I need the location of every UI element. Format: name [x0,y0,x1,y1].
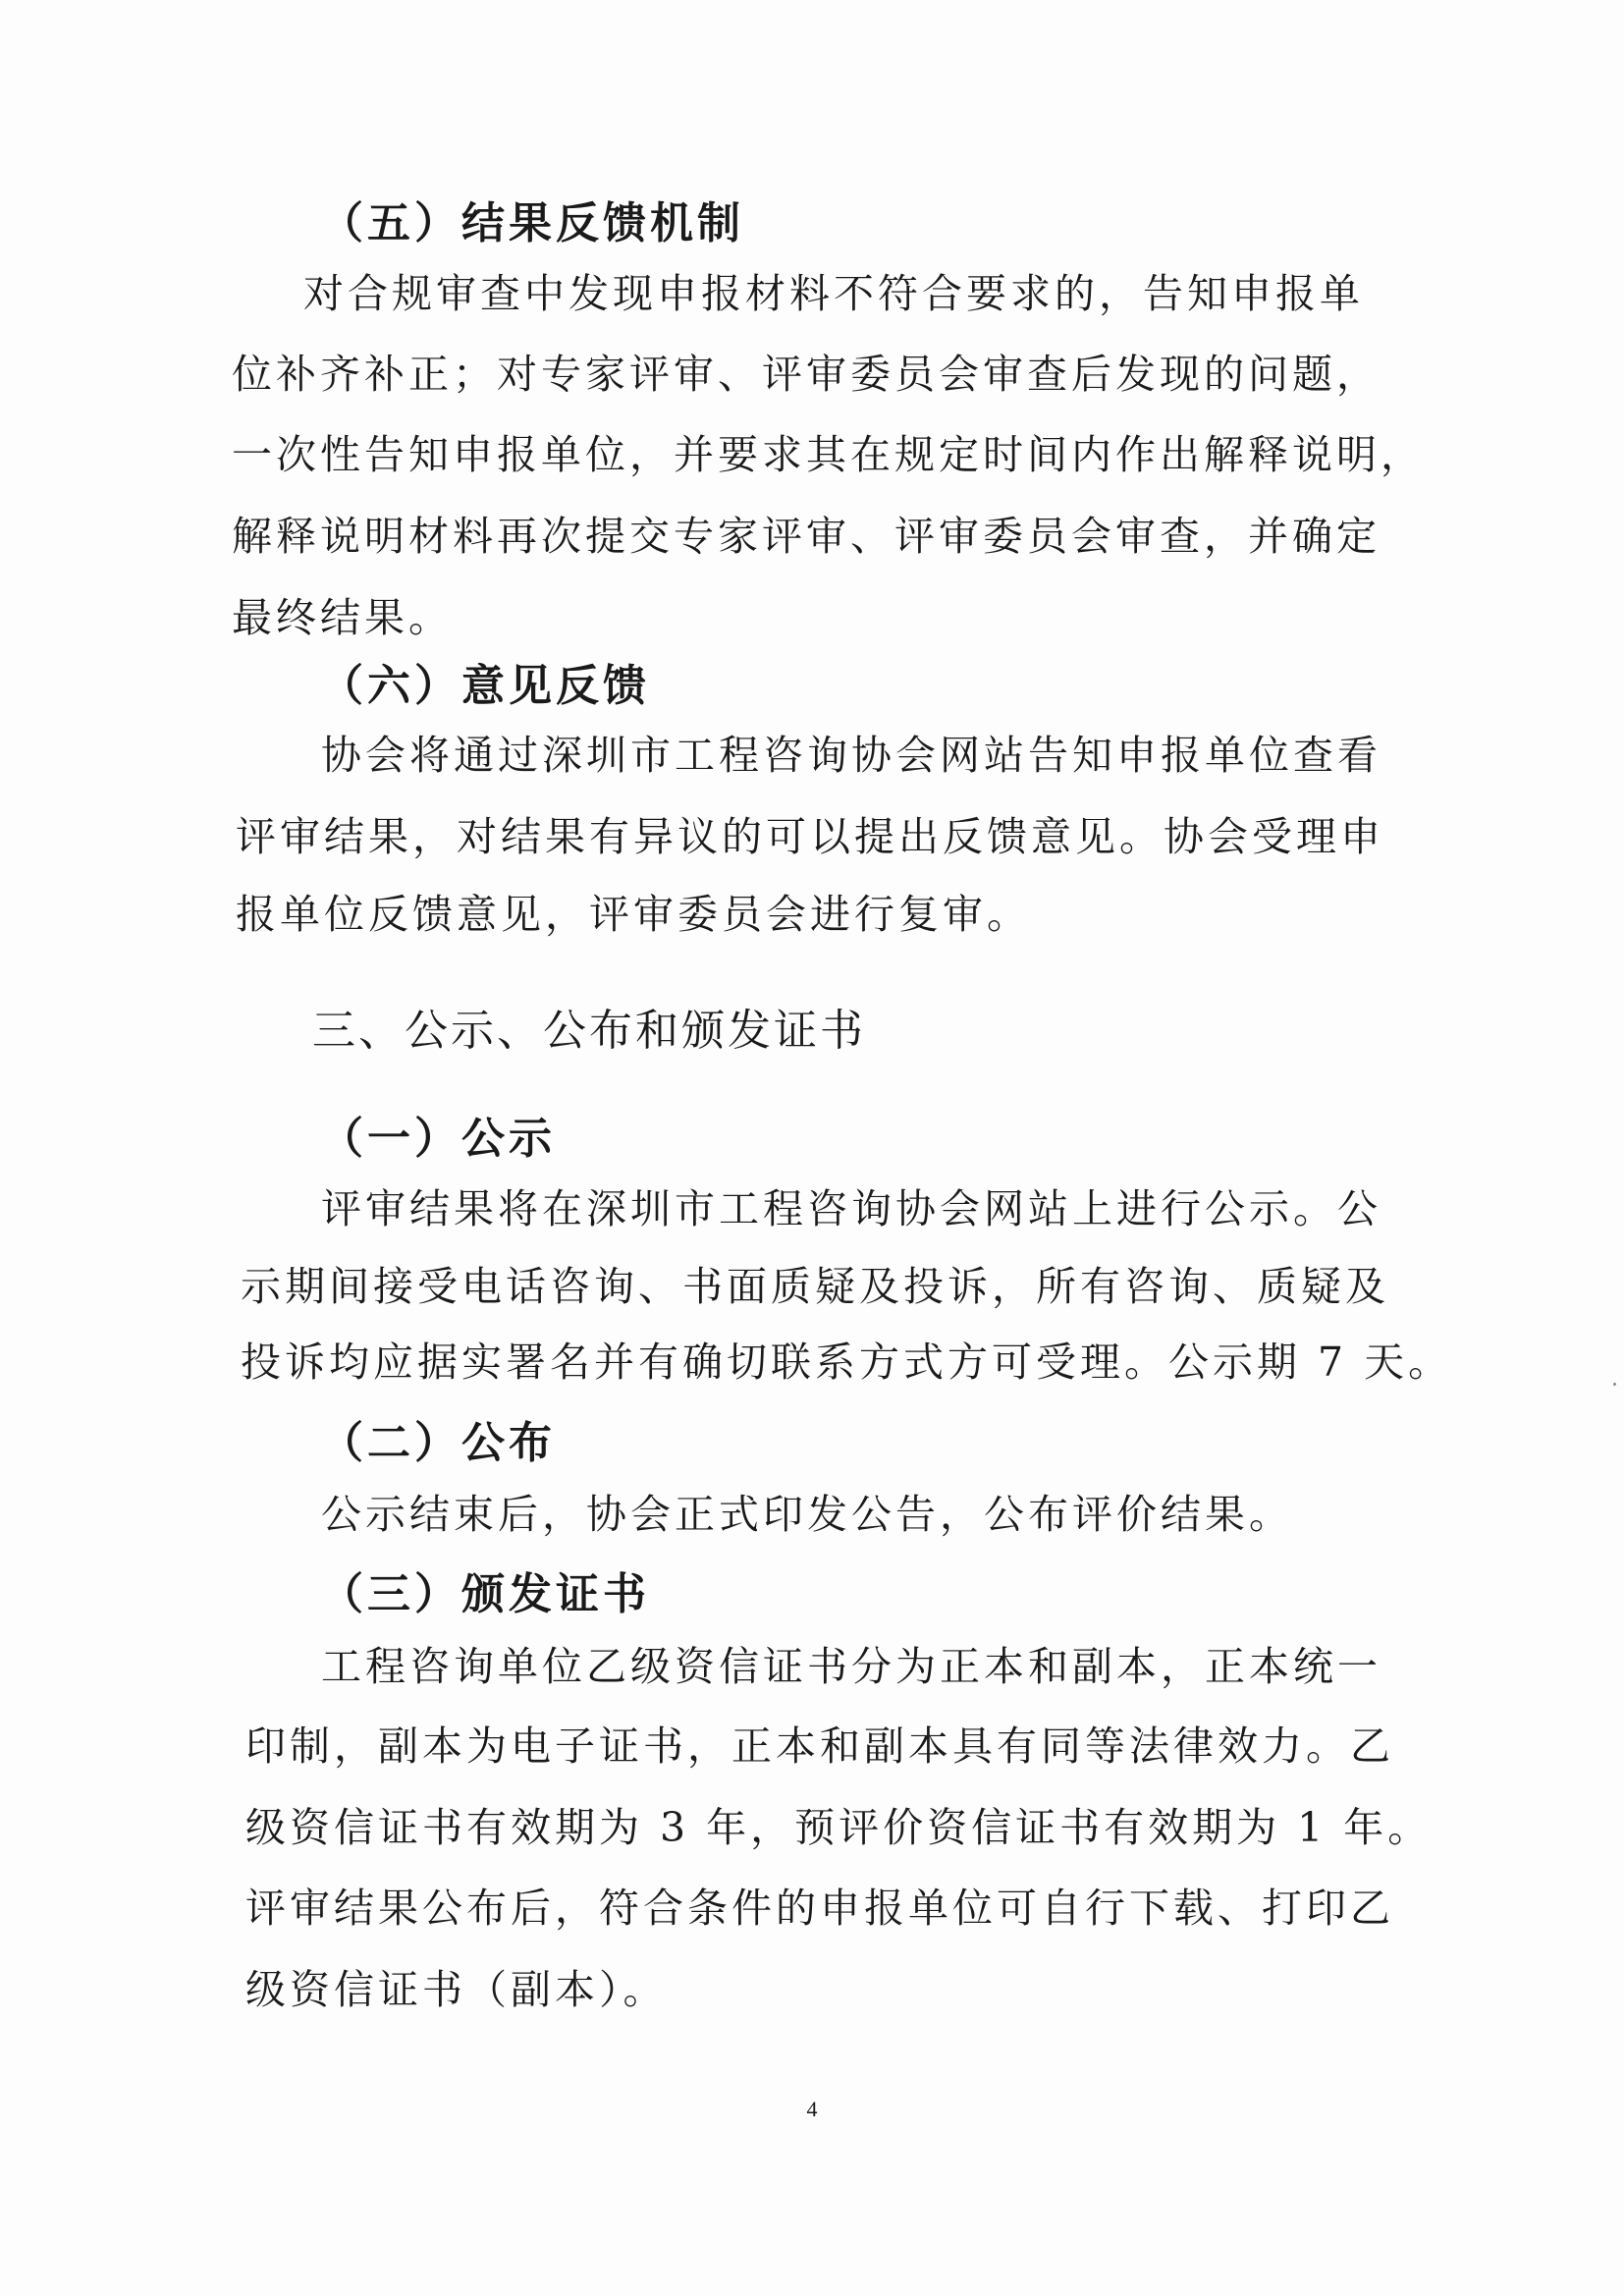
section-heading-5: （五）结果反馈机制 [320,198,744,248]
paragraph-line: 协会将通过深圳市工程咨询协会网站告知申报单位查看 [321,732,1381,779]
section-heading-6: （六）意见反馈 [320,661,650,711]
paragraph-line: 位补齐补正；对专家评审、评审委员会审查后发现的问题， [232,351,1380,398]
subsection-heading-announcement: （二）公布 [320,1418,556,1468]
paragraph-line: 报单位反馈意见，评审委员会进行复审。 [236,891,1031,938]
paragraph-line: 评审结果，对结果有异议的可以提出反馈意见。协会受理申 [236,813,1384,860]
paragraph-line: 评审结果将在深圳市工程咨询协会网站上进行公示。公 [321,1185,1381,1232]
part-3-heading: 三、公示、公布和颁发证书 [312,1006,866,1056]
paragraph-line: 印制，副本为电子证书，正本和副本具有同等法律效力。乙 [245,1722,1394,1770]
subsection-heading-certificate: （三）颁发证书 [320,1569,650,1619]
paragraph-line: 投诉均应据实署名并有确切联系方式方可受理。公示期 7 天。 [241,1339,1453,1386]
paragraph-line: 级资信证书有效期为 3 年，预评价资信证书有效期为 1 年。 [245,1804,1433,1851]
paragraph-line: 对合规审查中发现申报材料不符合要求的，告知申报单 [303,270,1364,317]
page-number: 4 [806,2097,818,2121]
paragraph-line: 评审结果公布后，符合条件的申报单位可自行下载、打印乙 [245,1885,1394,1932]
paragraph-line: 解释说明材料再次提交专家评审、评审委员会审查，并确定 [232,513,1380,560]
paragraph-line: 一次性告知申报单位，并要求其在规定时间内作出解释说明， [232,431,1425,478]
paragraph-line: 工程咨询单位乙级资信证书分为正本和副本，正本统一 [321,1643,1381,1690]
paragraph-line: 示期间接受电话咨询、书面质疑及投诉，所有咨询、质疑及 [241,1263,1389,1310]
paragraph-line: 公示结束后，协会正式印发公告，公布评价结果。 [321,1491,1293,1538]
paragraph-line: 级资信证书（副本）。 [245,1966,668,2013]
subsection-heading-publicity: （一）公示 [320,1114,556,1164]
scan-speck [1613,1383,1616,1386]
paragraph-line: 最终结果。 [232,594,453,641]
